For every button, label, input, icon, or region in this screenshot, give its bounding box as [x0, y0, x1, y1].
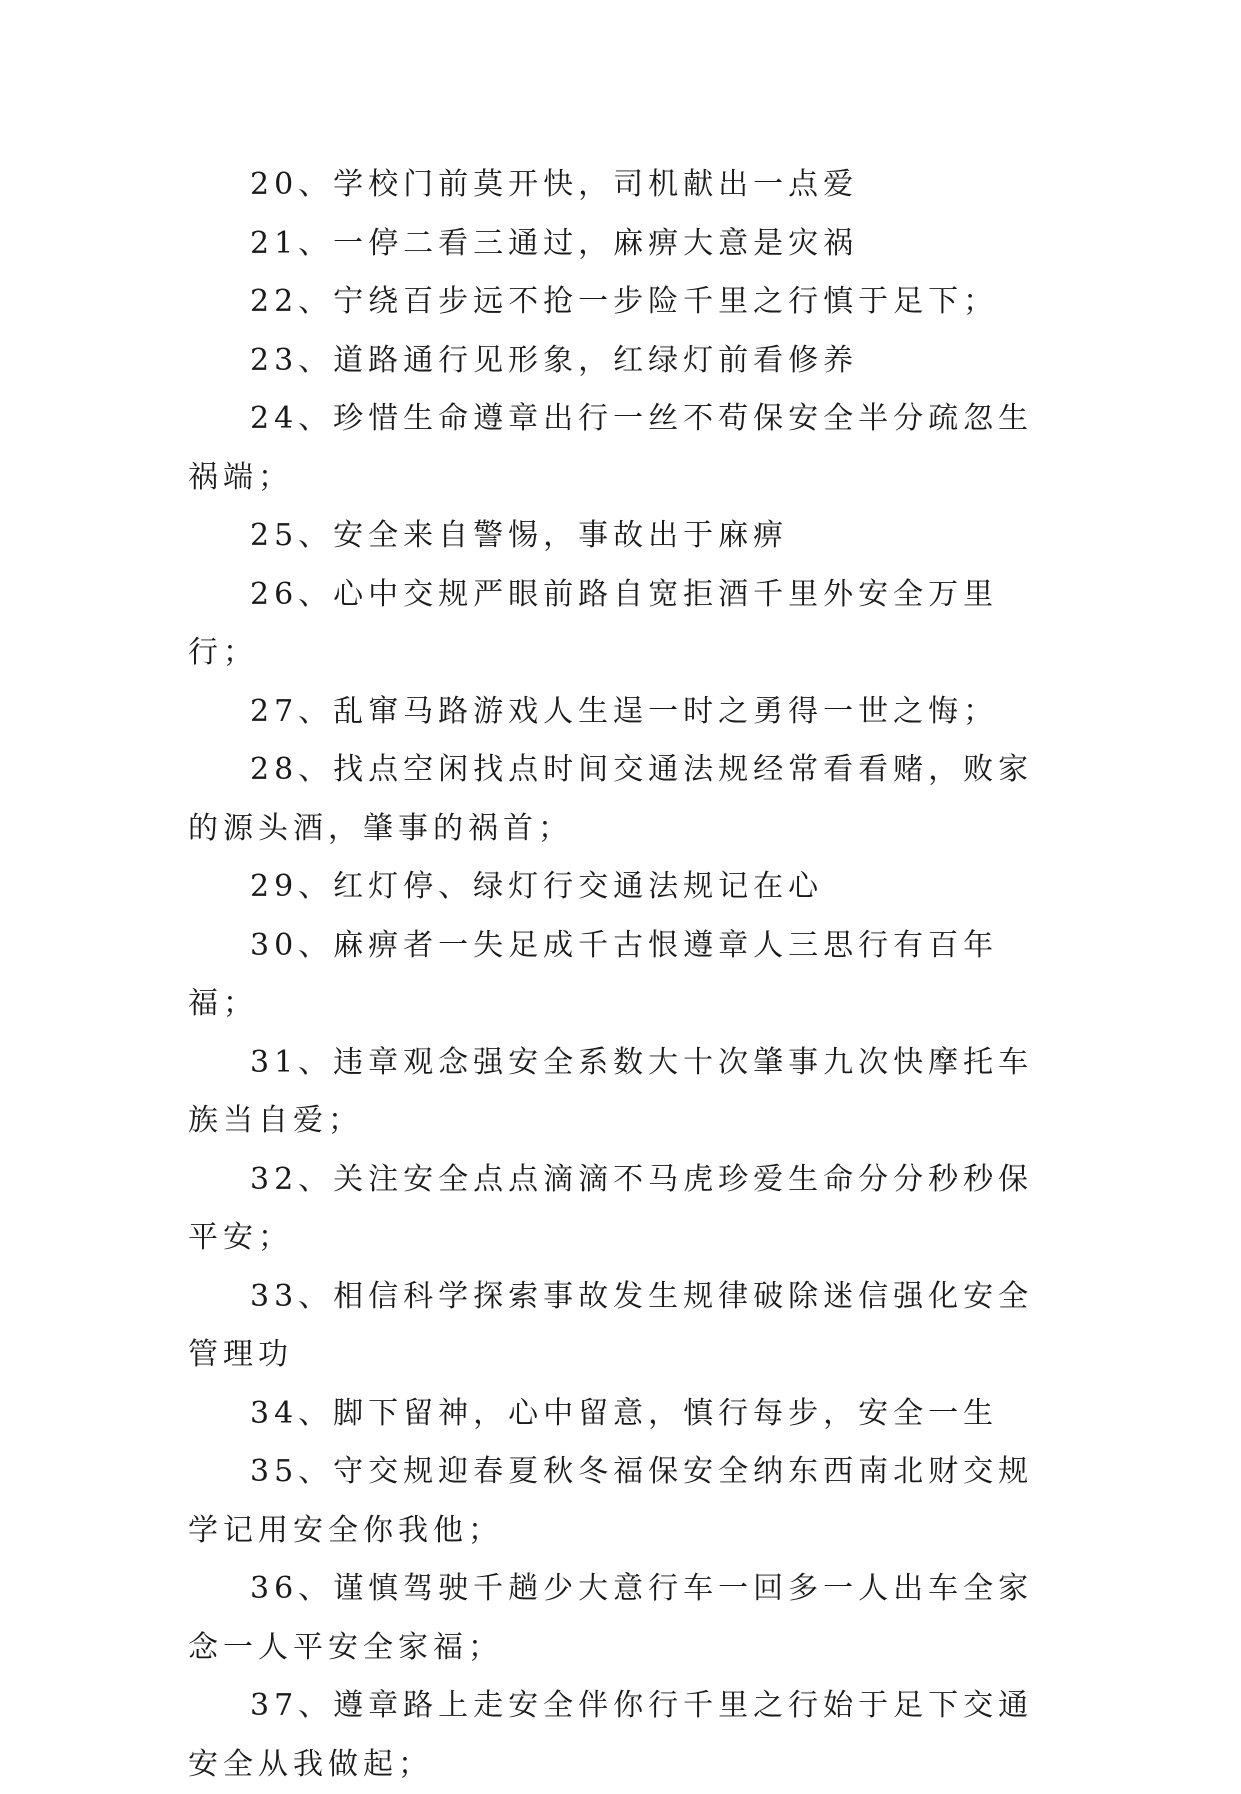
slogan-paragraph: 37、遵章路上走安全伴你行千里之行始于足下交通安全从我做起； — [188, 1688, 1034, 1782]
slogan-paragraph: 21、一停二看三通过，麻痹大意是灾祸 — [250, 225, 859, 261]
document-body — [188, 156, 1054, 1794]
slogan-paragraph: 25、安全来自警惕，事故出于麻痹 — [250, 518, 789, 553]
slogan-paragraph: 34、脚下留神，心中留意，慎行每步，安全一生 — [250, 1395, 999, 1431]
slogan-paragraph: 23、道路通行见形象，红绿灯前看修养 — [250, 342, 859, 378]
slogan-paragraph: 20、学校门前莫开快，司机献出一点爱 — [250, 167, 859, 202]
slogan-paragraph: 22、宁绕百步远不抢一步险千里之行慎于足下； — [250, 284, 999, 319]
slogan-paragraph: 26、心中交规严眼前路自宽拒酒千里外安全万里行； — [188, 576, 999, 670]
slogan-paragraph: 29、红灯停、绿灯行交通法规记在心 — [250, 869, 824, 904]
slogan-paragraph: 33、相信科学探索事故发生规律破除迷信强化安全管理功 — [188, 1278, 1034, 1372]
slogan-paragraph: 30、麻痹者一失足成千古恨遵章人三思行有百年福； — [188, 927, 999, 1021]
slogan-paragraph: 31、违章观念强安全系数大十次肇事九次快摩托车族当自爱； — [188, 1044, 1034, 1138]
slogan-paragraph: 35、守交规迎春夏秋冬福保安全纳东西南北财交规学记用安全你我他； — [188, 1454, 1034, 1548]
slogan-paragraph: 28、找点空闲找点时间交通法规经常看看赌，败家的源头酒，肇事的祸首； — [188, 752, 1034, 846]
slogan-paragraph: 24、珍惜生命遵章出行一丝不苟保安全半分疏忽生祸端； — [188, 401, 1034, 495]
slogan-paragraph: 36、谨慎驾驶千趟少大意行车一回多一人出车全家念一人平安全家福； — [188, 1571, 1034, 1665]
slogan-paragraph: 32、关注安全点点滴滴不马虎珍爱生命分分秒秒保平安； — [188, 1161, 1034, 1255]
slogan-paragraph: 27、乱窜马路游戏人生逞一时之勇得一世之悔； — [250, 693, 999, 729]
